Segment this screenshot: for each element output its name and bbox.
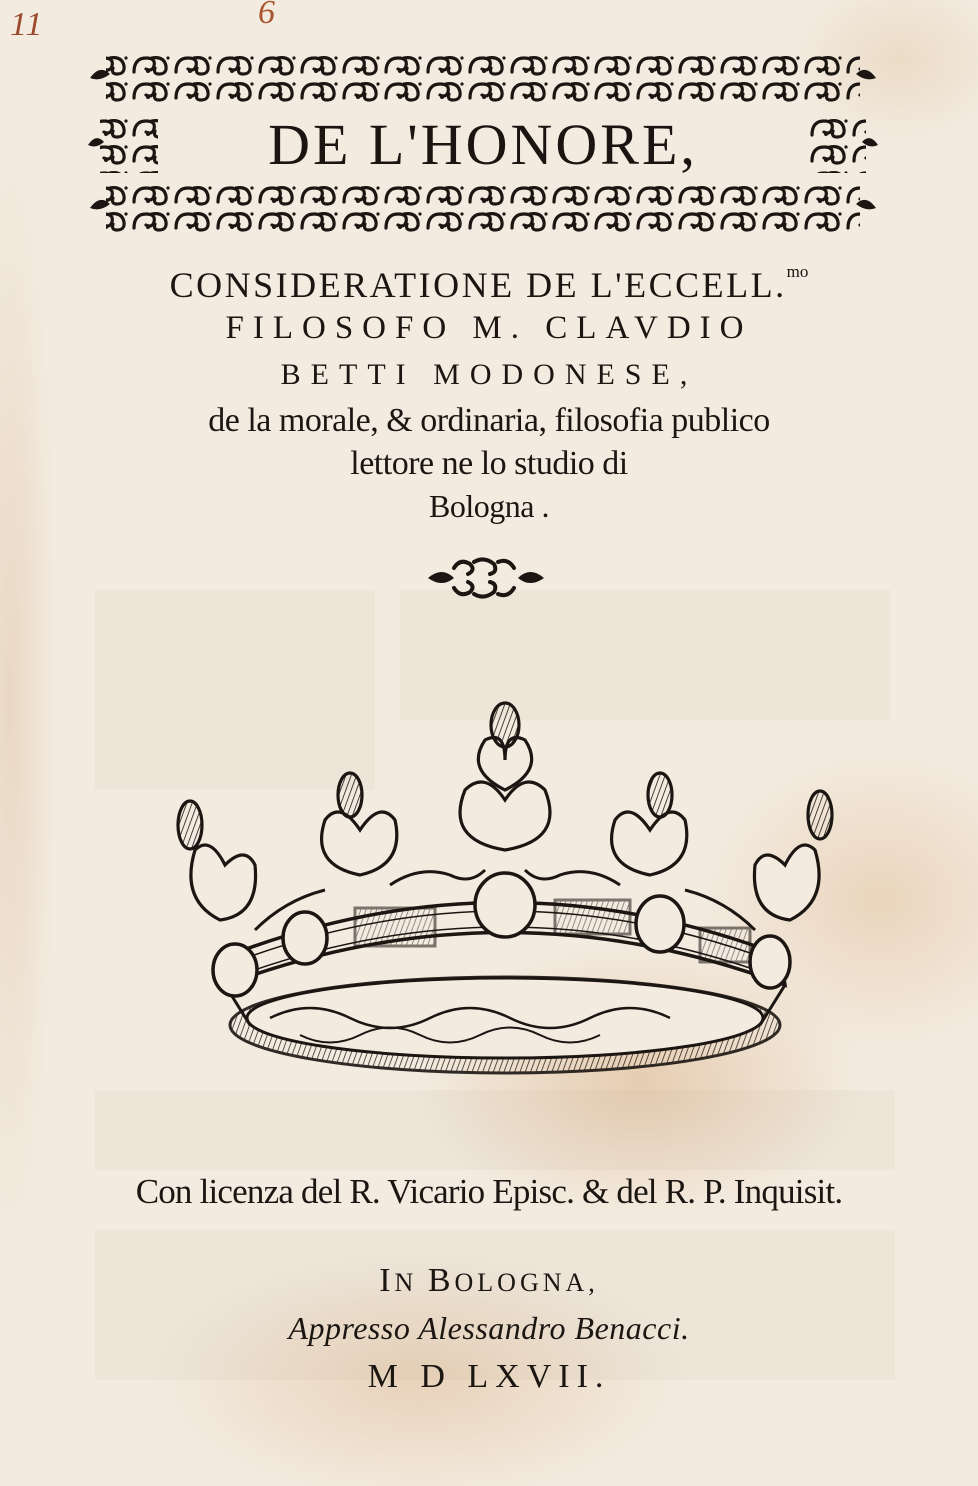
imprint-smallcaps: N [394, 1268, 428, 1297]
subtitle-text: CONSIDERATIONE DE L'ECCELL. [169, 265, 787, 305]
fleuron-ornament [424, 550, 548, 606]
ornamental-border-bottom [88, 182, 878, 234]
subtitle-line-5: lettore ne lo studio di [350, 445, 628, 482]
subtitle-line-3: BETTI MODONESE, [280, 358, 698, 391]
subtitle-line-2: FILOSOFO M. CLAVDIO [225, 310, 753, 346]
title-row [88, 110, 878, 180]
crown-woodcut-illustration [160, 700, 840, 1100]
imprint-place [0, 1262, 978, 1300]
license-statement: Con licenza del R. Vicario Episc. & del R. P. Inquisit. [135, 1172, 843, 1211]
imprint-smallcaps: OLOGNA, [454, 1268, 599, 1297]
bleed-through-block [95, 1090, 895, 1170]
subtitle-line-1 [0, 262, 978, 306]
ornament-left [88, 115, 158, 175]
superscript-abbrev: mo [786, 262, 809, 281]
subtitle-line-6: Bologna . [429, 488, 549, 524]
imprint-printer: Appresso Alessandro Benacci. [288, 1310, 690, 1346]
book-title: DE L'HONORE, [268, 112, 698, 177]
subtitle-line-4: de la morale, & ordinaria, filosofia publico [208, 402, 770, 439]
manuscript-number-mark: 6 [258, 0, 275, 31]
ornamental-border-top [88, 52, 878, 104]
imprint-initial: B [427, 1262, 455, 1299]
imprint-initial: I [379, 1262, 395, 1299]
ornament-right [808, 115, 878, 175]
imprint-year: M D LXVII. [367, 1358, 611, 1395]
manuscript-folio-mark: 11 [10, 6, 44, 43]
